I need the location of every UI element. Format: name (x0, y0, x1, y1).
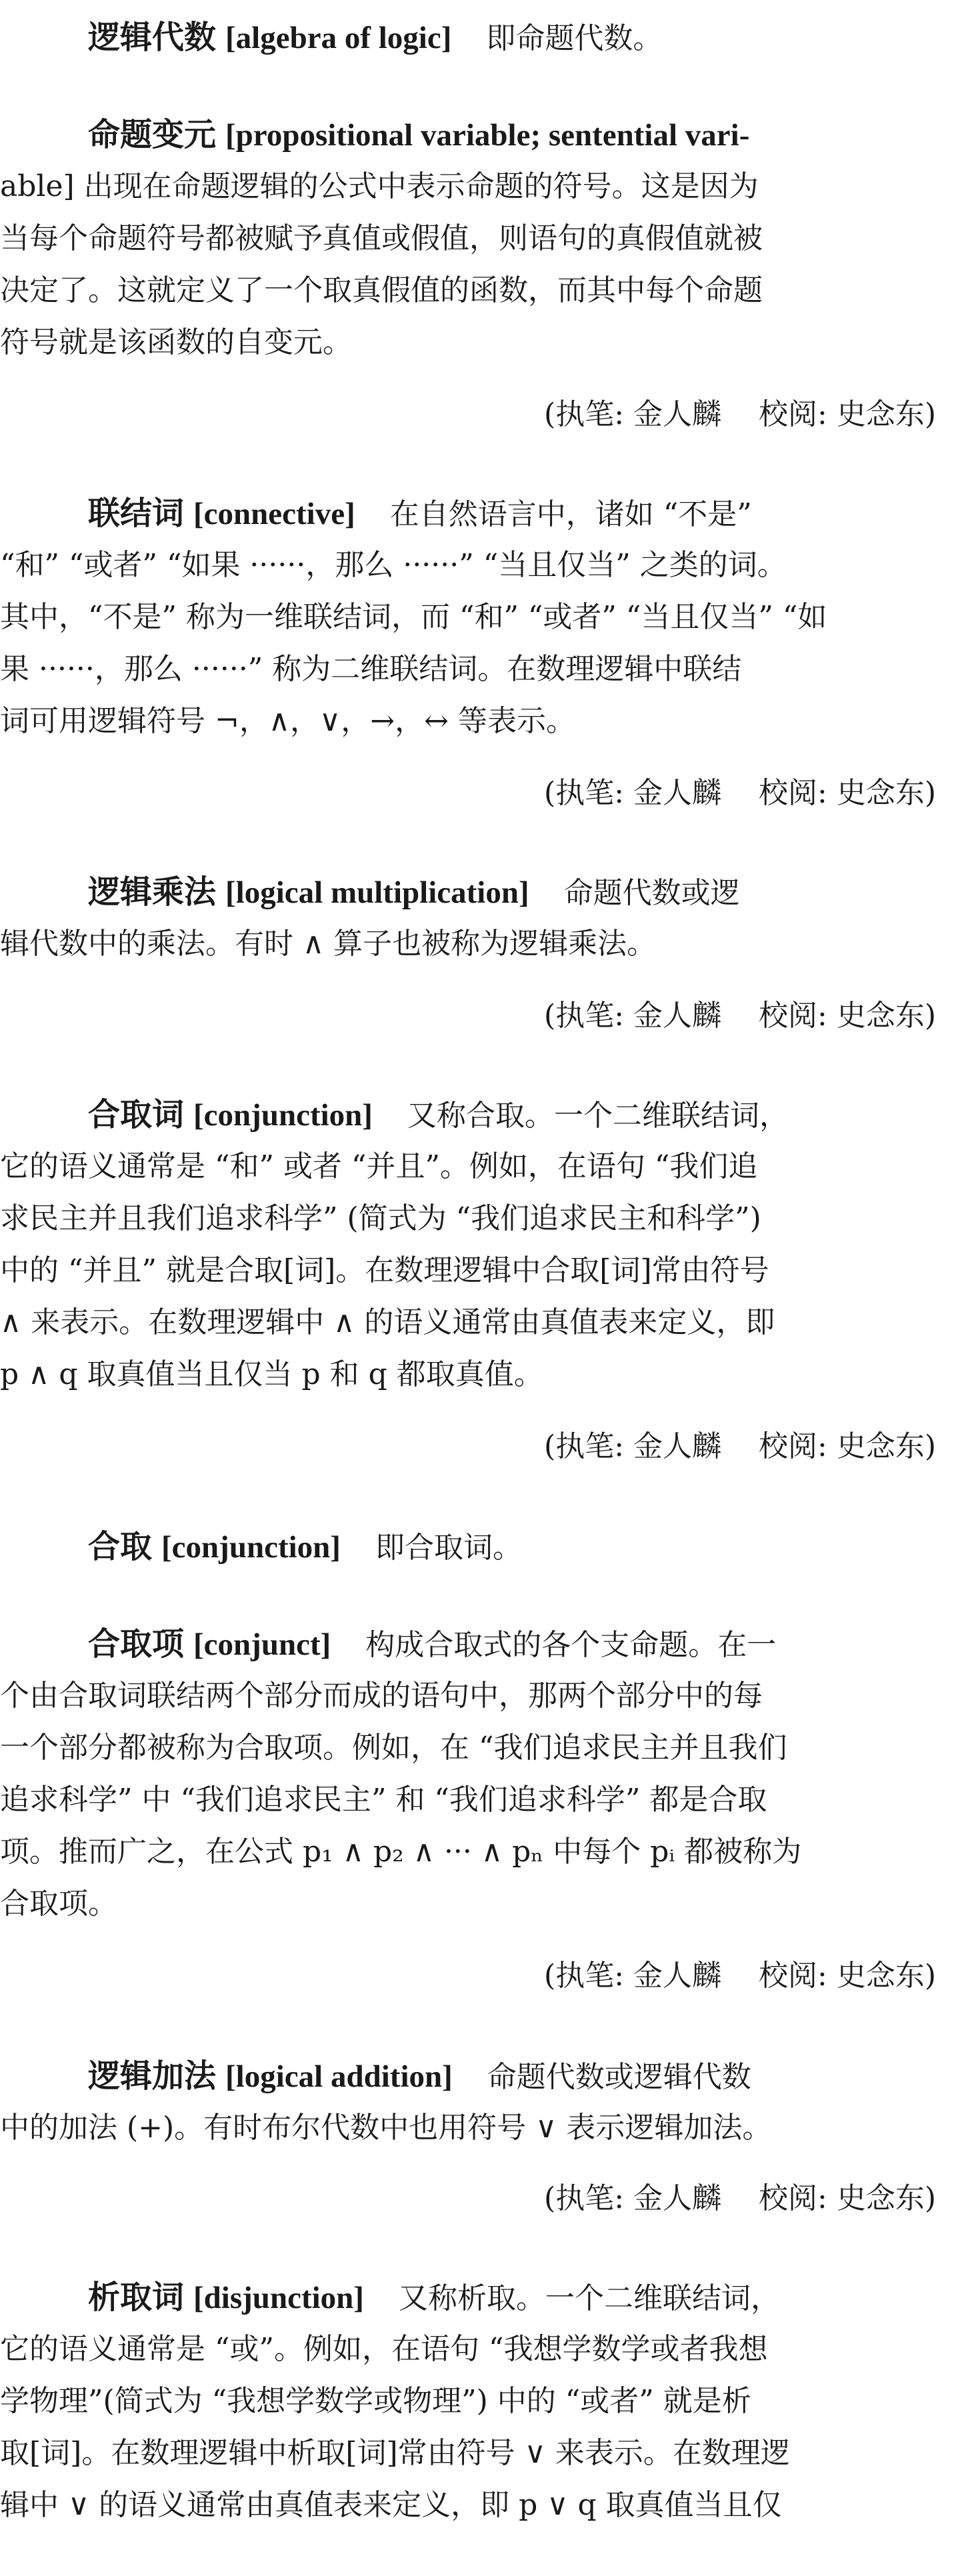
entry-english: [conjunction] (161, 1530, 341, 1565)
entry-text-line: 中的 “并且” 就是合取[词]。在数理逻辑中合取[词]常由符号 (0, 1253, 769, 1287)
entry-headline (88, 113, 749, 156)
credit-reviewer: 校阅: 史念东) (759, 1959, 936, 1993)
entry-text-line: 辑中 ∨ 的语义通常由真值表来定义，即 p ∨ q 取真值当且仅 (0, 2488, 782, 2522)
entry-headline (88, 2055, 751, 2097)
entry-text-line: ∧ 来表示。在数理逻辑中 ∧ 的语义通常由真值表来定义，即 (0, 1305, 775, 1339)
entry-text-line: 符号就是该函数的自变元。 (0, 325, 352, 359)
credit-author: (执笔: 金人麟 (544, 999, 722, 1033)
entry-headline (88, 1093, 789, 1136)
entry-text: 命题代数或逻辑代数 (487, 2060, 751, 2094)
entry-term: 合取词 (88, 1096, 185, 1133)
entry-headline (88, 2276, 780, 2319)
credit-line (544, 995, 936, 1037)
entry-english: [logical multiplication] (225, 875, 529, 910)
entry-text: 构成合取式的各个支命题。在一 (365, 1628, 777, 1662)
entry-headline (88, 1525, 522, 1568)
entry-text: 即合取词。 (375, 1531, 522, 1565)
entry-text-line: 其中，“不是” 称为一维联结词，而 “和” “或者” “当且仅当” “如 (0, 600, 827, 634)
entry-english: [logical addition] (225, 2059, 453, 2094)
credit-line (544, 1425, 936, 1468)
entry-headline (88, 871, 740, 913)
entry-term: 联结词 (88, 495, 185, 532)
entry-text: 命题代数或逻 (563, 876, 740, 910)
entry-term: 逻辑乘法 (88, 873, 217, 911)
entry-text-line: 取[词]。在数理逻辑中析取[词]常由符号 ∨ 来表示。在数理逻 (0, 2436, 790, 2470)
entry-term: 合取项 (88, 1625, 185, 1663)
credit-author: (执笔: 金人麟 (544, 1429, 722, 1463)
credit-line (544, 772, 936, 815)
entry-text-line: “和” “或者” “如果 ······，那么 ······” “当且仅当” 之类的词。 (0, 548, 787, 582)
entry-english: [disjunction] (193, 2281, 364, 2315)
credit-reviewer: 校阅: 史念东) (759, 397, 936, 431)
entry-english: [propositional variable; sentential vari- (225, 118, 750, 153)
entry-term: 析取词 (88, 2279, 185, 2316)
entry-english: [connective] (193, 497, 355, 531)
entry-text-line: 求民主并且我们追求科学” (简式为 “我们追求民主和科学”) (0, 1201, 761, 1235)
credit-author: (执笔: 金人麟 (544, 2181, 722, 2215)
entry-english: [algebra of logic] (225, 21, 452, 55)
entry-headline (88, 16, 662, 59)
entry-text-line: 它的语义通常是 “或”。例如，在语句 “我想学数学或者我想 (0, 2332, 768, 2366)
credit-author: (执笔: 金人麟 (544, 397, 722, 431)
entry-text-line: 项。推而广之，在公式 p₁ ∧ p₂ ∧ ··· ∧ pₙ 中每个 pᵢ 都被称为 (0, 1835, 802, 1869)
entry-term: 命题变元 (88, 116, 217, 153)
credit-author: (执笔: 金人麟 (544, 1959, 722, 1993)
credit-line (544, 1955, 936, 1997)
credit-reviewer: 校阅: 史念东) (759, 2181, 936, 2215)
entry-term: 合取 (88, 1528, 153, 1565)
entry-text-line: 合取项。 (0, 1887, 117, 1921)
entry-text: 即命题代数。 (486, 21, 663, 55)
entry-text-line: p ∧ q 取真值当且仅当 p 和 q 都取真值。 (0, 1357, 543, 1391)
entry-text-line: 一个部分都被称为合取项。例如，在 “我们追求民主并且我们 (0, 1731, 787, 1765)
entry-text: 又称合取。一个二维联结词， (407, 1099, 789, 1133)
entry-text-line: 决定了。这就定义了一个取真假值的函数，而其中每个命题 (0, 273, 763, 307)
credit-line (544, 2177, 936, 2220)
entry-text-line: 词可用逻辑符号 ¬，∧，∨，→，↔ 等表示。 (0, 704, 575, 738)
credit-line (544, 393, 936, 436)
entry-text-line: 个由合取词联结两个部分而成的语句中，那两个部分中的每 (0, 1679, 763, 1713)
credit-author: (执笔: 金人麟 (544, 776, 722, 810)
entry-term: 逻辑代数 (88, 19, 217, 56)
entry-text-line: 追求科学” 中 “我们追求民主” 和 “我们追求科学” 都是合取 (0, 1783, 767, 1817)
entry-text: 又称析取。一个二维联结词， (398, 2281, 780, 2315)
entry-headline (88, 492, 752, 535)
entry-text-line: 果 ······，那么 ······” 称为二维联结词。在数理逻辑中联结 (0, 652, 742, 686)
credit-reviewer: 校阅: 史念东) (759, 999, 936, 1033)
credit-reviewer: 校阅: 史念东) (759, 1429, 936, 1463)
entry-term: 逻辑加法 (88, 2057, 217, 2095)
entry-english: [conjunct] (193, 1627, 331, 1662)
entry-text-line: 辑代数中的乘法。有时 ∧ 算子也被称为逻辑乘法。 (0, 927, 657, 961)
entry-text-line: 中的加法 (+)。有时布尔代数中也用符号 ∨ 表示逻辑加法。 (0, 2111, 772, 2145)
entry-english: [conjunction] (193, 1098, 373, 1133)
entry-text-line: 学物理”(简式为 “我想学数学或物理”) 中的 “或者” 就是析 (0, 2384, 751, 2418)
entry-text-line: able] 出现在命题逻辑的公式中表示命题的符号。这是因为 (0, 169, 759, 203)
entry-text-line: 当每个命题符号都被赋予真值或假值，则语句的真假值就被 (0, 221, 763, 255)
credit-reviewer: 校阅: 史念东) (759, 776, 936, 810)
entry-headline (88, 1623, 776, 1665)
entry-text-line: 它的语义通常是 “和” 或者 “并且”。例如，在语句 “我们追 (0, 1149, 758, 1183)
entry-text: 在自然语言中，诸如 “不是” (389, 497, 752, 531)
